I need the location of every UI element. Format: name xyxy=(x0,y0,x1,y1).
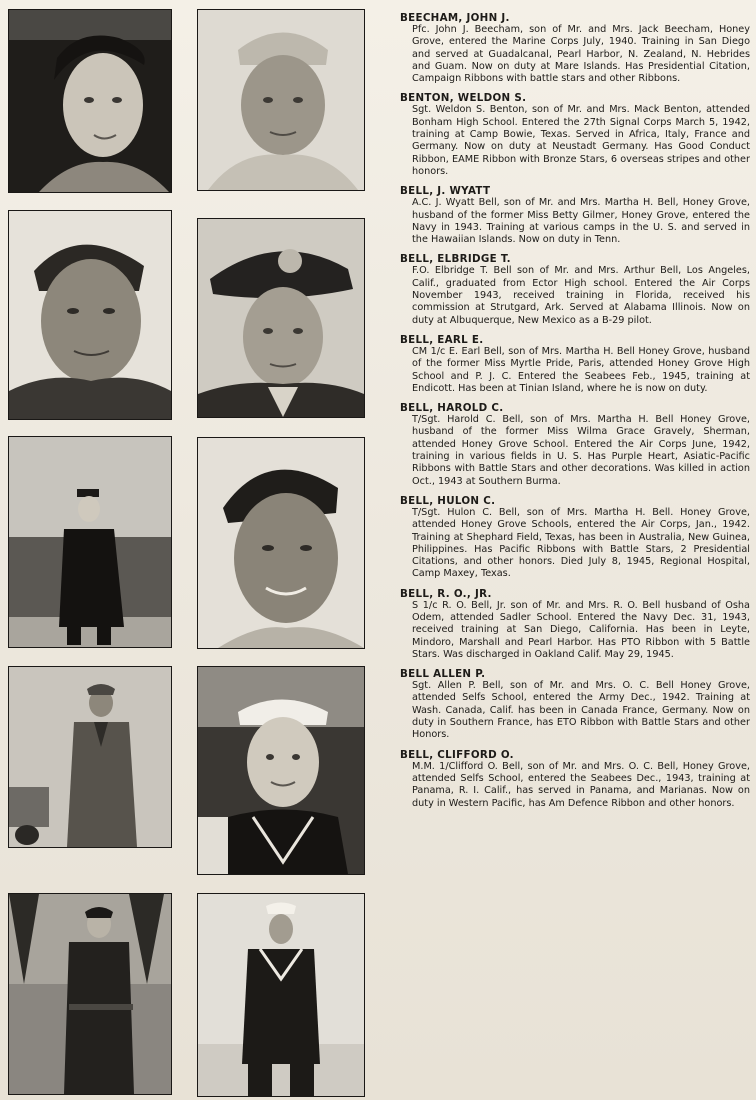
photo-benton-weldon xyxy=(197,9,365,191)
entry-name: BELL ALLEN P. xyxy=(400,668,486,681)
entry-name: BELL, HAROLD C. xyxy=(400,402,504,415)
entry-bell-r-o xyxy=(400,588,750,661)
entry-name: BELL, HULON C. xyxy=(400,494,496,507)
entry-bell-harold xyxy=(400,402,750,488)
entry-bell-j-wyatt xyxy=(400,185,750,246)
entry-name: BELL, ELBRIDGE T. xyxy=(400,253,511,266)
photo-bell-clifford xyxy=(197,893,365,1097)
entry-name: BELL, J. WYATT xyxy=(400,185,491,198)
entry-beecham-john xyxy=(400,12,750,85)
entry-bio: T/Sgt. Hulon C. Bell, son of Mrs. Martha H. Bell. Honey Grove, attended Honey Grove Schools, entered the Air Corps, Jan., 1942. Training at Shephard Field, Texas, has been in Australia, New Guinea, Philippines. Has Pacific Ribbons with Battle Stars, 2 Presidential Citations, and other honors. Died July 8, 1945, Regional Hospital, Camp Maxey, Texas. xyxy=(412,506,750,580)
photo-bell-r-o xyxy=(197,666,365,875)
entry-bio: F.O. Elbridge T. Bell son of Mr. and Mrs. Arthur Bell, Los Angeles, Calif., graduated from Ector High school. Entered the Air Corps November 1943, received training in Florida, received his commission at Strutgard, Ark. Served at Alabama Illinois. Now on duty at Albuquerque, New Mexico as a B-29 pilot. xyxy=(412,265,750,326)
photo-bell-earl xyxy=(8,436,172,648)
entry-bell-elbridge xyxy=(400,253,750,326)
entry-bio: M.M. 1/Clifford O. Bell, son of Mr. and Mrs. O. C. Bell, Honey Grove, attended Selfs School, entered the Seabees Dec., 1943, training at Panama, R. I. Calif., has served in Panama, and Marianas. Now on duty in Western Pacific, has Am Defence Ribbon and other honors. xyxy=(412,760,750,809)
entry-name: BENTON, WELDON S. xyxy=(400,92,527,105)
entry-bell-allen xyxy=(400,668,750,741)
entry-bio: A.C. J. Wyatt Bell, son of Mr. and Mrs. Martha H. Bell, Honey Grove, husband of the former Miss Betty Gilmer, Honey Grove, entered the Navy in 1943. Training at various camps in the U. S. and served in the Hawaiian Islands. Now on duty in Tenn. xyxy=(412,197,750,246)
photo-bell-harold xyxy=(197,437,365,649)
photo-bell-hulon xyxy=(8,666,172,848)
entry-name: BEECHAM, JOHN J. xyxy=(400,12,510,24)
entry-bell-clifford xyxy=(400,749,750,810)
photo-bell-allen xyxy=(8,893,172,1095)
photo-bell-j-wyatt xyxy=(8,210,172,420)
entry-bio: T/Sgt. Harold C. Bell, son of Mrs. Martha H. Bell Honey Grove, husband of the former Miss Wilma Grace Gravely, Sherman, attended Honey Grove School. Entered the Air Corps June, 1942, training in various fields in U. S. Has Purple Heart, Asiatic-Pacific Ribbons with Battle Stars and other decorations. Was killed in action Oct., 1943 at Southern Burma. xyxy=(412,414,750,487)
entry-bio: Pfc. John J. Beecham, son of Mr. and Mrs. Jack Beecham, Honey Grove, entered the Marine Corps July, 1940. Training in San Diego and served at Guadalcanal, Pearl Harbor, N. Zealand, N. Hebrides and Guam. Now on duty at Mare Islands. Has Presidential Citation, Campaign Ribbons with battle stars and other Ribbons. xyxy=(412,24,750,85)
entries-column xyxy=(400,12,750,817)
entry-bio: CM 1/c E. Earl Bell, son of Mrs. Martha H. Bell Honey Grove, husband of the former Miss Myrtle Pride, Paris, attended Honey Grove High School and P. J. C. Entered the Seabees Feb., 1945, training at Endicott. Has been at Tinian Island, where he is now on duty. xyxy=(412,345,750,394)
entry-bell-hulon xyxy=(400,495,750,581)
entry-bell-earl xyxy=(400,334,750,395)
entry-bio: S 1/c R. O. Bell, Jr. son of Mr. and Mrs. R. O. Bell husband of Osha Odem, attended Sadler School. Entered the Navy Dec. 31, 1943, received training at San Diego, California. Has been in Leyte, Mindoro, Marshall and Pearl Harbor. Has PTO Ribbon with 5 Battle Stars. Was discharged in Oakland Calif. May 29, 1945. xyxy=(412,599,750,660)
entry-benton-weldon xyxy=(400,92,750,178)
entry-name: BELL, EARL E. xyxy=(400,333,484,346)
photo-beecham-john xyxy=(8,9,172,193)
entry-bio: Sgt. Weldon S. Benton, son of Mr. and Mrs. Mack Benton, attended Bonham High School. Entered the 27th Signal Corps March 5, 1942, training at Camp Bowie, Texas. Served in Africa, Italy, France and Germany. Now on duty at Neustadt Germany. Has Good Conduct Ribbon, EAME Ribbon with Bronze Stars, 6 overseas stripes and other honors. xyxy=(412,104,750,177)
photo-bell-elbridge xyxy=(197,218,365,418)
entry-name: BELL, CLIFFORD O. xyxy=(400,748,514,761)
entry-bio: Sgt. Allen P. Bell, son of Mr. and Mrs. O. C. Bell Honey Grove, attended Selfs School, entered the Army Dec., 1942. Training at Wash. Canada, Calif. has been in Canada France, Germany. Now on duty in Southern France, has ETO Ribbon with Battle Stars and other Honors. xyxy=(412,680,750,741)
entry-name: BELL, R. O., JR. xyxy=(400,587,492,600)
